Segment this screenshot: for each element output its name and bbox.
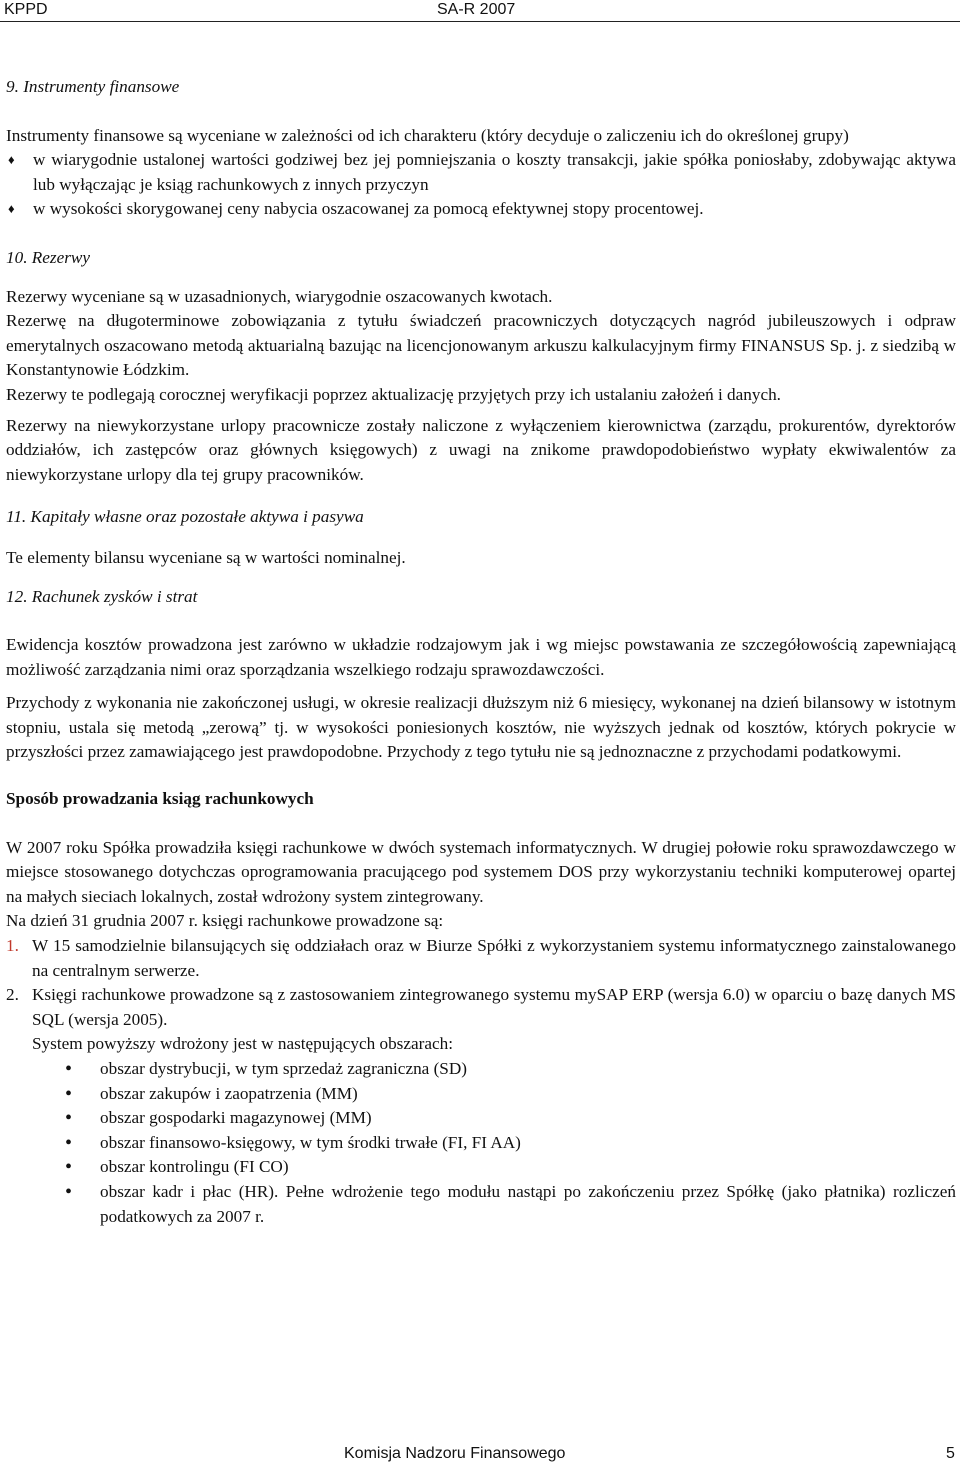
- books-p1: W 2007 roku Spółka prowadziła księgi rachunkowe w dwóch systemach informatycznych. W drugiej połowie roku sprawozdawczego w miejsce stosowanego dotychczas oprogramowania pracującego pod systemem DOS przy wykorzystaniu techniki komputerowej opartej na małych sieciach lokalnych, został wdrożony system zintegrowany.: [6, 837, 956, 906]
- header-left: KPPD: [4, 1, 48, 18]
- areas-list: [6, 1057, 956, 1229]
- list-item: • obszar kontrolingu (FI CO): [6, 1155, 956, 1180]
- list-item: • obszar zakupów i zaopatrzenia (MM): [6, 1082, 956, 1107]
- list-item: ♦ w wysokości skorygowanej ceny nabycia oszacowanej za pomocą efektywnej stopy procentowej.: [6, 197, 956, 222]
- bullet-icon: •: [65, 1058, 73, 1080]
- books-p2: Na dzień 31 grudnia 2007 r. księgi rachunkowe prowadzone są:: [6, 911, 444, 931]
- bullet-icon: •: [65, 1131, 73, 1154]
- s10-p1: Rezerwy wyceniane są w uzasadnionych, wiarygodnie oszacowanych kwotach.: [6, 286, 553, 306]
- s12-p1: Ewidencja kosztów prowadzona jest zarówno w układzie rodzajowym jak i wg miejsc powstawania ze szczegółowością zapewniającą możliwość zarządzania nimi oraz sporządzania wszelkiego rodzaju sprawozdawczości.: [6, 635, 956, 679]
- books-title: Sposób prowadzania ksiąg rachunkowych: [6, 789, 314, 809]
- list-item: • obszar kadr i płac (HR). Pełne wdrożenie tego modułu nastąpi po zakończeniu przez Spółkę (jako płatnika) rozliczeń podatkowych za 2007 r.: [6, 1180, 956, 1229]
- section-12-title: 12. Rachunek zysków i strat: [6, 586, 198, 606]
- footer-org: Komisja Nadzoru Finansowego: [344, 1445, 566, 1462]
- bullet-icon: •: [65, 1107, 73, 1130]
- s9-intro: Instrumenty finansowe są wyceniane w zależności od ich charakteru (który decyduje o zaliczeniu ich do określonej grupy): [6, 125, 849, 145]
- section-10-title: 10. Rezerwy: [6, 247, 91, 267]
- list-item: ♦ w wiarygodnie ustalonej wartości godziwej bez jej pomniejszania o koszty transakcji, jakie spółka poniosłaby, zdobywając aktywa lub wyłączając je ksiąg rachunkowych z innych przyczyn: [6, 148, 956, 197]
- diamond-bullet-icon: ♦: [8, 201, 15, 217]
- s10-p3: Rezerwy te podlegają corocznej weryfikacji poprzez aktualizację przyjętych przy ich ustalaniu założeń i danych.: [6, 384, 781, 404]
- numbered-item: 1. W 15 samodzielnie bilansujących się oddziałach oraz w Biurze Spółki z wykorzystaniem systemu informatycznego zainstalowanego na centralnym serwerze.: [6, 936, 956, 980]
- areas-intro: System powyższy wdrożony jest w następujących obszarach:: [32, 1034, 453, 1054]
- s10-p4: Rezerwy na niewykorzystane urlopy pracownicze zostały naliczone z wyłączeniem kierownictwa (zarządu, prokurentów, dyrektorów oddziałów, ich zastępców oraz głównych księgowych) z uwagi na znikome prawdopodobieństwo wypłaty ekwiwalentów za niewykorzystane urlopy dla tej grupy pracowników.: [6, 415, 956, 484]
- diamond-bullet-icon: ♦: [8, 152, 15, 168]
- page-number: 5: [946, 1445, 955, 1462]
- s12-p2: Przychody z wykonania nie zakończonej usługi, w okresie realizacji dłuższym niż 6 miesięcy, wykonanej na dzień bilansowy w istotnym stopniu, ustala się metodą „zerową” tj. w wysokości poniesionych kosztów, nie wyższych jednak od kosztów, których pokrycie w przyszłości przez zamawiającego jest prawdopodobne. Przychody z tego tytułu nie są jednoznaczne z przychodami podatkowymi.: [6, 693, 956, 762]
- bullet-icon: •: [65, 1180, 73, 1203]
- bullet-icon: •: [65, 1082, 73, 1105]
- bullet-icon: •: [65, 1156, 73, 1179]
- section-9-title: 9. Instrumenty finansowe: [6, 77, 180, 96]
- section-11-title: 11. Kapitały własne oraz pozostałe aktywa i pasywa: [6, 507, 364, 527]
- header-center: SA-R 2007: [437, 1, 516, 18]
- list-item: • obszar finansowo-księgowy, w tym środki trwałe (FI, FI AA): [6, 1131, 956, 1156]
- list-item: • obszar dystrybucji, w tym sprzedaż zagraniczna (SD): [6, 1057, 956, 1082]
- s10-p2: Rezerwę na długoterminowe zobowiązania z tytułu świadczeń pracowniczych dotyczących nagród jubileuszowych i odpraw emerytalnych oszacowano metodą aktuarialną bazując na licencjonowanym arkuszu kalkulacyjnym firmy FINANSUS Sp. j. z siedzibą w Konstantynowie Łódzkim.: [6, 311, 956, 380]
- numbered-item: 2. Księgi rachunkowe prowadzone są z zastosowaniem zintegrowanego systemu mySAP ERP (wersja 6.0) w oparciu o bazę danych MS SQL (wersja 2005).: [6, 985, 956, 1029]
- list-item: • obszar gospodarki magazynowej (MM): [6, 1106, 956, 1131]
- s11-p1: Te elementy bilansu wyceniane są w wartości nominalnej.: [6, 547, 406, 567]
- header-rule: [0, 21, 960, 22]
- page-header: [0, 0, 960, 22]
- document-body: [6, 75, 956, 1229]
